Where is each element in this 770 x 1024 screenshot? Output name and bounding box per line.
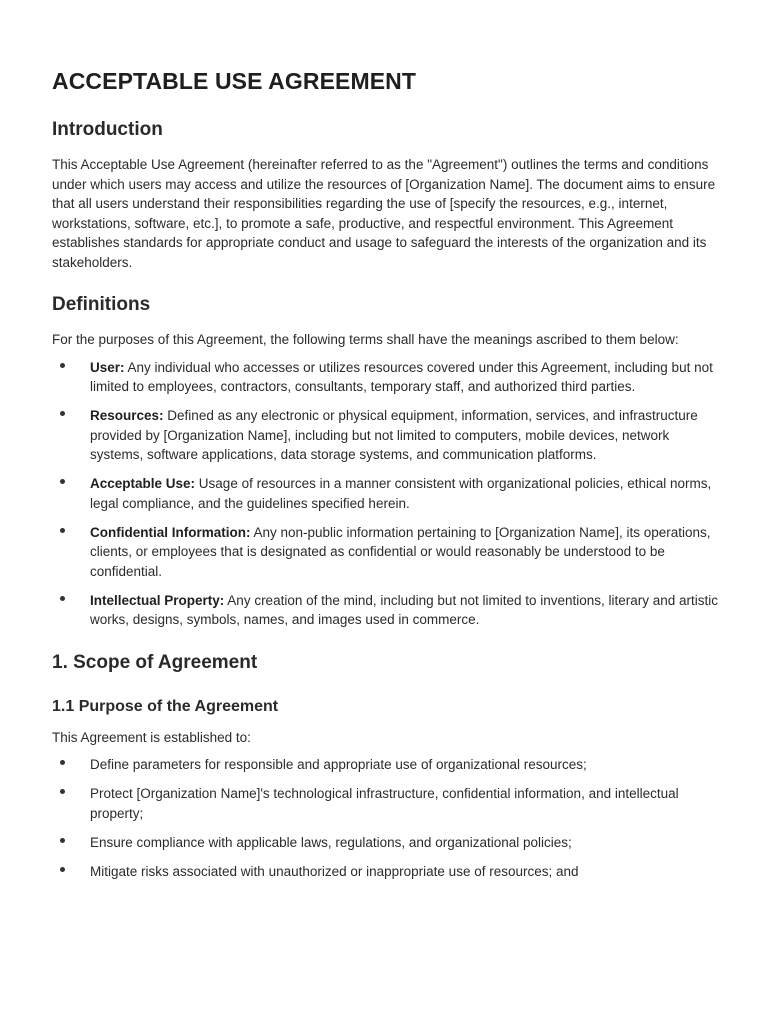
- bullet-icon: [60, 867, 65, 872]
- definition-item: [52, 523, 722, 582]
- definition-item: [52, 591, 722, 630]
- introduction-paragraph: This Acceptable Use Agreement (hereinafter referred to as the "Agreement") outlines the terms and conditions under which users may access and utilize the resources of [Organization Name]. The document aims to ensure that all users understand their responsibilities regarding the use of [specify the resources, e.g., internet, workstations, software, etc.], to promote a safe, productive, and respectful environment. This Agreement establishes standards for appropriate conduct and usage to safeguard the interests of the organization and its stakeholders.: [52, 157, 716, 270]
- purpose-intro: This Agreement is established to:: [52, 729, 251, 745]
- definition-text: Usage of resources in a manner consistent with organizational policies, ethical norms, legal compliance, and the guidelines specified herein.: [90, 476, 712, 511]
- bullet-icon: [60, 789, 65, 794]
- definition-text: Any creation of the mind, including but not limited to inventions, literary and artistic works, designs, symbols, names, and images used in commerce.: [90, 592, 719, 627]
- purpose-item: [52, 833, 722, 853]
- bullet-icon: [60, 528, 65, 533]
- bullet-icon: [60, 760, 65, 765]
- definitions-intro: For the purposes of this Agreement, the following terms shall have the meanings ascribed to them below:: [52, 332, 679, 347]
- purpose-item-text: Protect [Organization Name]'s technological infrastructure, confidential information, and intellectual property;: [90, 786, 679, 821]
- introduction-heading: Introduction: [52, 119, 163, 140]
- purpose-item: [52, 755, 722, 775]
- definition-item: [52, 474, 722, 513]
- scope-heading: 1. Scope of Agreement: [52, 651, 258, 673]
- definition-text: Defined as any electronic or physical equipment, information, services, and infrastructure provided by [Organization Name], including but not limited to computers, mobile devices, network systems, software applications, data storage systems, and communication platforms.: [90, 408, 698, 462]
- purpose-item-text: Define parameters for responsible and appropriate use of organizational resources;: [90, 757, 587, 772]
- definition-item: [52, 406, 722, 465]
- definition-term: Acceptable Use:: [90, 476, 196, 491]
- definitions-heading: Definitions: [52, 294, 151, 315]
- document-page: [52, 68, 722, 891]
- purpose-item: [52, 784, 722, 823]
- bullet-icon: [60, 363, 65, 368]
- purpose-item-text: Ensure compliance with applicable laws, regulations, and organizational policies;: [90, 834, 572, 850]
- document-title: ACCEPTABLE USE AGREEMENT: [52, 68, 417, 94]
- bullet-icon: [60, 596, 65, 601]
- definitions-list: [52, 358, 722, 630]
- purpose-item-text: Mitigate risks associated with unauthorized or inappropriate use of resources; and: [90, 863, 579, 879]
- bullet-icon: [60, 411, 65, 416]
- definition-text: Any individual who accesses or utilizes resources covered under this Agreement, including but not limited to employees, contractors, consultants, temporary staff, and authorized third parties.: [90, 359, 713, 394]
- bullet-icon: [60, 838, 65, 843]
- definition-item: [52, 358, 722, 397]
- definition-term: Intellectual Property:: [90, 592, 225, 608]
- purpose-heading: 1.1 Purpose of the Agreement: [52, 697, 279, 715]
- definition-term: Resources:: [90, 408, 164, 423]
- bullet-icon: [60, 479, 65, 484]
- definition-term: Confidential Information:: [90, 524, 251, 540]
- purpose-item: [52, 862, 722, 882]
- definition-text: Any non-public information pertaining to [Organization Name], its operations, clients, or employees that is designated as confidential or would reasonably be understood to be confidential.: [90, 524, 711, 579]
- definition-term: User:: [90, 359, 125, 375]
- purpose-list: [52, 755, 722, 881]
